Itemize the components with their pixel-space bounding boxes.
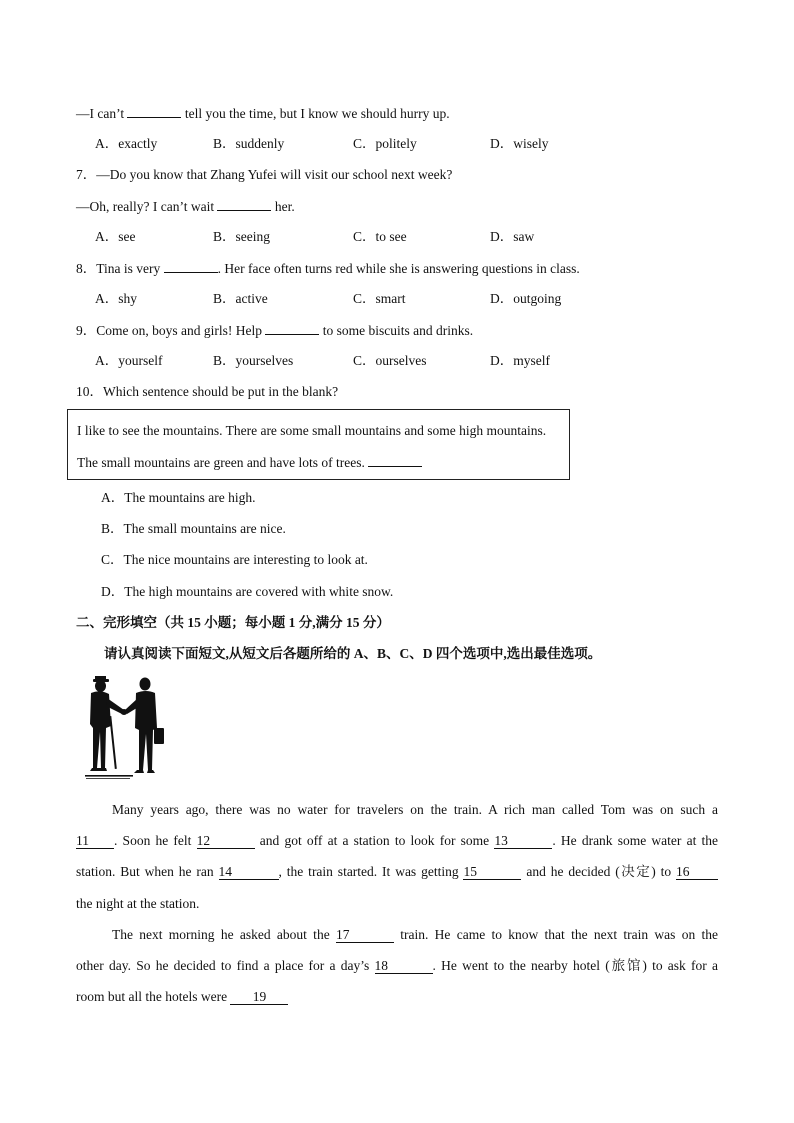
q8-option-c[interactable]: C．smart xyxy=(353,291,406,306)
q8-stem: 8．Tina is very . Her face often turns red while she is answering questions in class. xyxy=(76,261,580,276)
passage-p1-line4: the night at the station. xyxy=(76,896,200,911)
q9-stem: 9．Come on, boys and girls! Help to some biscuits and drinks. xyxy=(76,323,474,338)
q8-options xyxy=(95,290,655,308)
q6-option-c[interactable]: C．politely xyxy=(353,136,417,151)
blank-11: 11 xyxy=(76,834,114,849)
q7-option-b[interactable]: B．seeing xyxy=(213,229,270,244)
q10-blank xyxy=(368,453,422,467)
q6-blank xyxy=(127,104,181,118)
blank-14: 14 xyxy=(219,865,279,880)
q9-option-b[interactable]: B．yourselves xyxy=(213,353,294,368)
q10-option-c[interactable]: C．The nice mountains are interesting to look at. xyxy=(101,552,368,567)
q6-options xyxy=(95,135,655,153)
blank-17: 17 xyxy=(336,928,394,943)
q7-blank xyxy=(217,197,271,211)
q10-stem: 10．Which sentence should be put in the blank? xyxy=(76,384,339,399)
blank-19: 19 xyxy=(230,990,288,1005)
blank-12: 12 xyxy=(197,834,255,849)
section-title: 二、完形填空（共 15 小题；每小题 1 分,满分 15 分） xyxy=(76,615,390,630)
q10-box-line1: I like to see the mountains. There are some small mountains and some high mountains. xyxy=(77,423,547,438)
q10-option-a[interactable]: A．The mountains are high. xyxy=(101,490,256,505)
q9-options xyxy=(95,352,655,370)
q7-option-c[interactable]: C．to see xyxy=(353,229,407,244)
blank-18: 18 xyxy=(375,959,433,974)
q7-stem-line1: 7．—Do you know that Zhang Yufei will visit our school next week? xyxy=(76,167,453,182)
q6-stem: —I can’t tell you the time, but I know we should hurry up. xyxy=(76,106,450,121)
q10-option-d[interactable]: D．The high mountains are covered with white snow. xyxy=(101,584,394,599)
q9-option-d[interactable]: D．myself xyxy=(490,353,550,368)
q6-option-d[interactable]: D．wisely xyxy=(490,136,549,151)
q8-option-d[interactable]: D．outgoing xyxy=(490,291,562,306)
q9-option-c[interactable]: C．ourselves xyxy=(353,353,427,368)
q10-box-line2: The small mountains are green and have lots of trees. xyxy=(77,453,422,472)
passage-p1-line3: station. But when he ran 14 , the train started. It was getting 15 and he decided (决定) to 16 xyxy=(76,863,718,881)
passage-p2-line3: room but all the hotels were 19 xyxy=(76,988,718,1006)
passage-p2-line2: other day. So he decided to find a place for a day’s 18 . He went to the nearby hotel (旅馆) to ask for a xyxy=(76,958,719,973)
q7-options xyxy=(95,228,655,246)
q8-option-a[interactable]: A．shy xyxy=(95,291,138,306)
q10-passage-box xyxy=(67,409,570,480)
q10-option-b[interactable]: B．The small mountains are nice. xyxy=(101,521,286,536)
q7-stem-line2: —Oh, really? I can’t wait her. xyxy=(76,199,295,214)
q8-blank xyxy=(164,259,218,273)
handshake-illustration xyxy=(84,676,166,782)
q7-option-d[interactable]: D．saw xyxy=(490,229,535,244)
q7-option-a[interactable]: A．see xyxy=(95,229,136,244)
blank-13: 13 xyxy=(494,834,552,849)
blank-16: 16 xyxy=(676,865,718,880)
q6-option-a[interactable]: A．exactly xyxy=(95,136,158,151)
q6-option-b[interactable]: B．suddenly xyxy=(213,136,285,151)
section-instruction: 请认真阅读下面短文,从短文后各题所给的 A、B、C、D 四个选项中,选出最佳选项。 xyxy=(104,646,602,661)
q8-option-b[interactable]: B．active xyxy=(213,291,268,306)
passage-p1-line2: 11 . Soon he felt 12 and got off at a station to look for some 13 . He drank some water at the xyxy=(76,833,719,848)
q9-option-a[interactable]: A．yourself xyxy=(95,353,163,368)
q9-blank xyxy=(265,321,319,335)
blank-15: 15 xyxy=(463,865,521,880)
passage-p1-line1: Many years ago, there was no water for travelers on the train. A rich man called Tom was on such a xyxy=(112,802,718,817)
passage-p2-line1: The next morning he asked about the 17 train. He came to know that the next train was on the xyxy=(112,927,719,942)
